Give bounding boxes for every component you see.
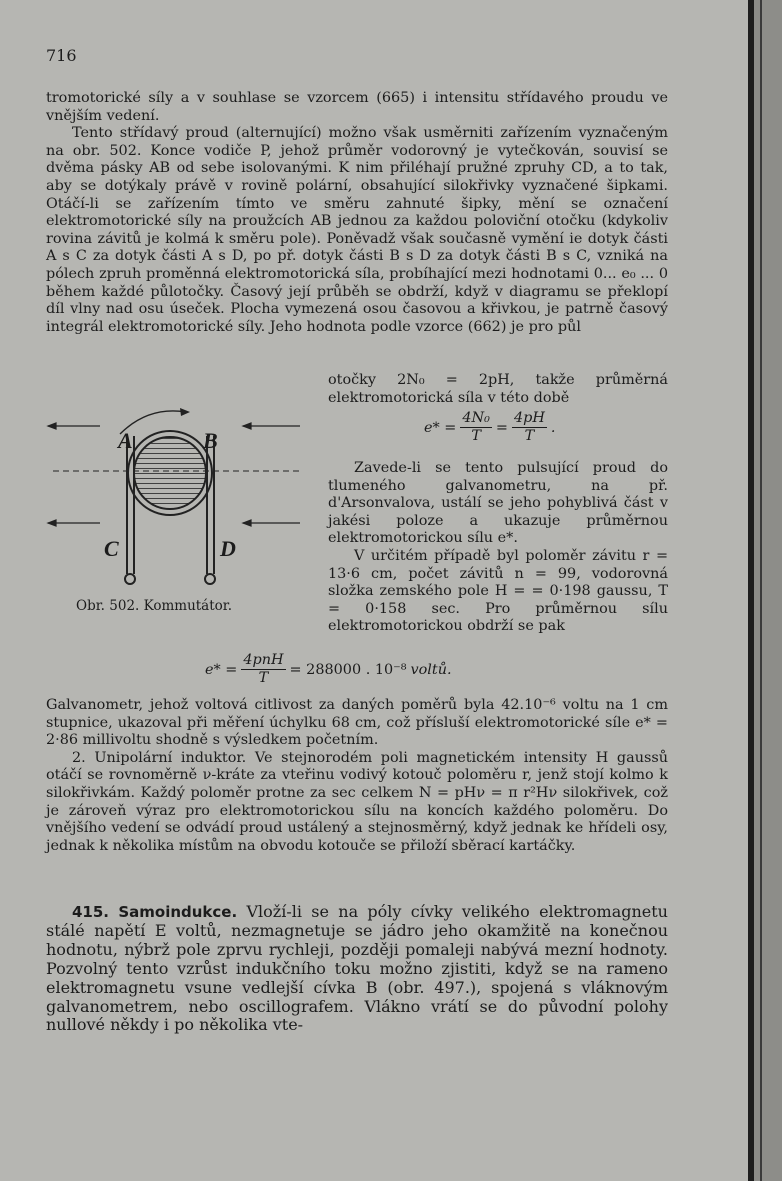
right-text-mid [328,460,668,636]
fraction-2-den: T [524,428,535,444]
lower-text-block [46,697,668,855]
fraction-2 [512,410,547,445]
section-number: 415. [72,903,110,921]
commutator-figure [38,398,328,598]
label-d: D [220,536,236,561]
mean-emf-formula [424,410,555,445]
fraction-1-num: 4N₀ [462,410,490,426]
main-formula [205,652,452,687]
label-b: B [203,428,218,453]
binding-line-2 [760,0,762,1181]
fraction-1 [460,410,492,445]
paragraph-3: Galvanometr, jehož voltová citlivost za daných poměrů byla 42.10⁻⁶ voltu na 1 cm stupnice, ukazoval při měření úchylku 68 cm, což přísluší elektromotorické síle e* = 2·86 millivoltu shodně s výsledkem početním. [46,697,668,749]
main-fraction-num: 4pnH [243,652,284,668]
page-edge [752,0,782,1181]
right-paragraph-2: V určitém případě byl poloměr závitu r = 13·6 cm, počet závitů n = 99, vodorovná složka zemského pole H = = 0·198 gaussu, T = 0·158 sec. Pro průměrnou sílu elektromotorickou obdrží se pak [328,547,668,635]
figure-caption: Obr. 502. Kommutátor. [76,598,233,614]
formula-lhs: e* = [424,419,457,436]
paragraph-2: Tento střídavý proud (alternující) možno však usměrniti zařízením vyznačeným na obr. 502. Konce vodiče P, jehož průměr vodorovný je vytečkován, souvisí se dvěma pásky AB od sebe isolovanými. K nim přiléhají pružné zpruhy CD, a to tak, aby se dotýkaly právě v rovině polární, obsahující silokřivky vyznačené šipkami. Otáčí-li se zařízením tímto ve směru zahnuté šipky, mění se označení elektromotorické síly na proužcích AB jednou za každou poloviční otočku (kdykoliv rovina závitů je kolmá k směru pole). Poněvadž však současně vymění ie dotyk části A s C za dotyk části A s D, po př. dotyk části B s D za dotyk části B s C, vzniká na pólech zpruh proměnná elektromotorická síla, probíhající mezi hodnotami 0... e₀ ... 0 během každé půlotočky. Časový její průběh se obdrží, když v diagramu se překlopí díl vlny nad osu úseček. Plocha vymezená osou časovou a křivkou, je patrně časový integrál elektromotorické síly. Jeho hodnota podle vzorce (662) je pro půl [46,125,668,335]
paragraph-4: 2. Unipolární induktor. Ve stejnorodém poli magnetickém intensity H gaussů otáčí se rovnoměrně ν-kráte za vteřinu vodivý kotouč poloměru r, jenž stojí kolmo k silokřivkám. Každý poloměr protne za sec celkem N = pHν = π r²Hν silokřivek, což je zároveň výraz pro elektromotorickou sílu na koncích každého poloměru. Do vnějšího vedení se odvádí proud ustálený a stejnosměrný, když jednak ke hřídeli osy, jednak k několika místům na obvodu kotouče se přiloží sběrací kartáčky. [46,749,668,854]
main-formula-rest: = 288000 . 10⁻⁸ [289,661,407,678]
paragraph-1: tromotorické síly a v souhlase se vzorcem (665) i intensitu střídavého proudu ve vnějším vedení. [46,90,668,124]
page-number: 716 [46,46,77,65]
fraction-2-num: 4pH [513,410,545,426]
section-text: Vloží-li se na póly cívky velikého elektromagnetu stálé napětí E voltů, nezmagnetuje se jádro jeho okamžitě na konečnou hodnotu, nýbrž pole zprvu rychleji, později pomaleji nabývá mezní hodnoty. Pozvolný tento vzrůst indukčního toku možno zjistiti, když se na rameno elektromagnetu vsune vedlejší cívka B (obr. 497.), spojená s vláknovým galvanometrem, nebo oscillografem. Vlákno vrátí se do původní polohy nullové někdy i po několika vte- [46,902,668,1035]
commutator [128,431,212,515]
label-c: C [104,536,119,561]
main-formula-lhs: e* = [205,661,238,678]
right-paragraph-1: Zavede-li se tento pulsující proud do tlumeného galvanometru, na př. d'Arsonvalova, ustálí se jeho pohyblivá část v jakési poloze a ukazuje průměrnou elektromotorickou sílu e*. [328,460,668,547]
main-formula-unit: voltů. [410,661,452,678]
main-fraction [241,652,285,687]
right-text-top [328,372,668,407]
formula-eq: = [495,419,508,436]
section-title: Samoindukce. [118,903,238,921]
main-fraction-den: T [258,670,269,686]
formula-end: . [550,419,556,436]
binding-line [748,0,754,1181]
top-text-block [46,90,668,336]
section-415 [46,903,668,1035]
right-paragraph-top: otočky 2N₀ = 2pH, takže průměrná elektromotorická síla v této době [328,372,668,406]
fraction-1-den: T [471,428,481,444]
label-a: A [118,428,133,453]
